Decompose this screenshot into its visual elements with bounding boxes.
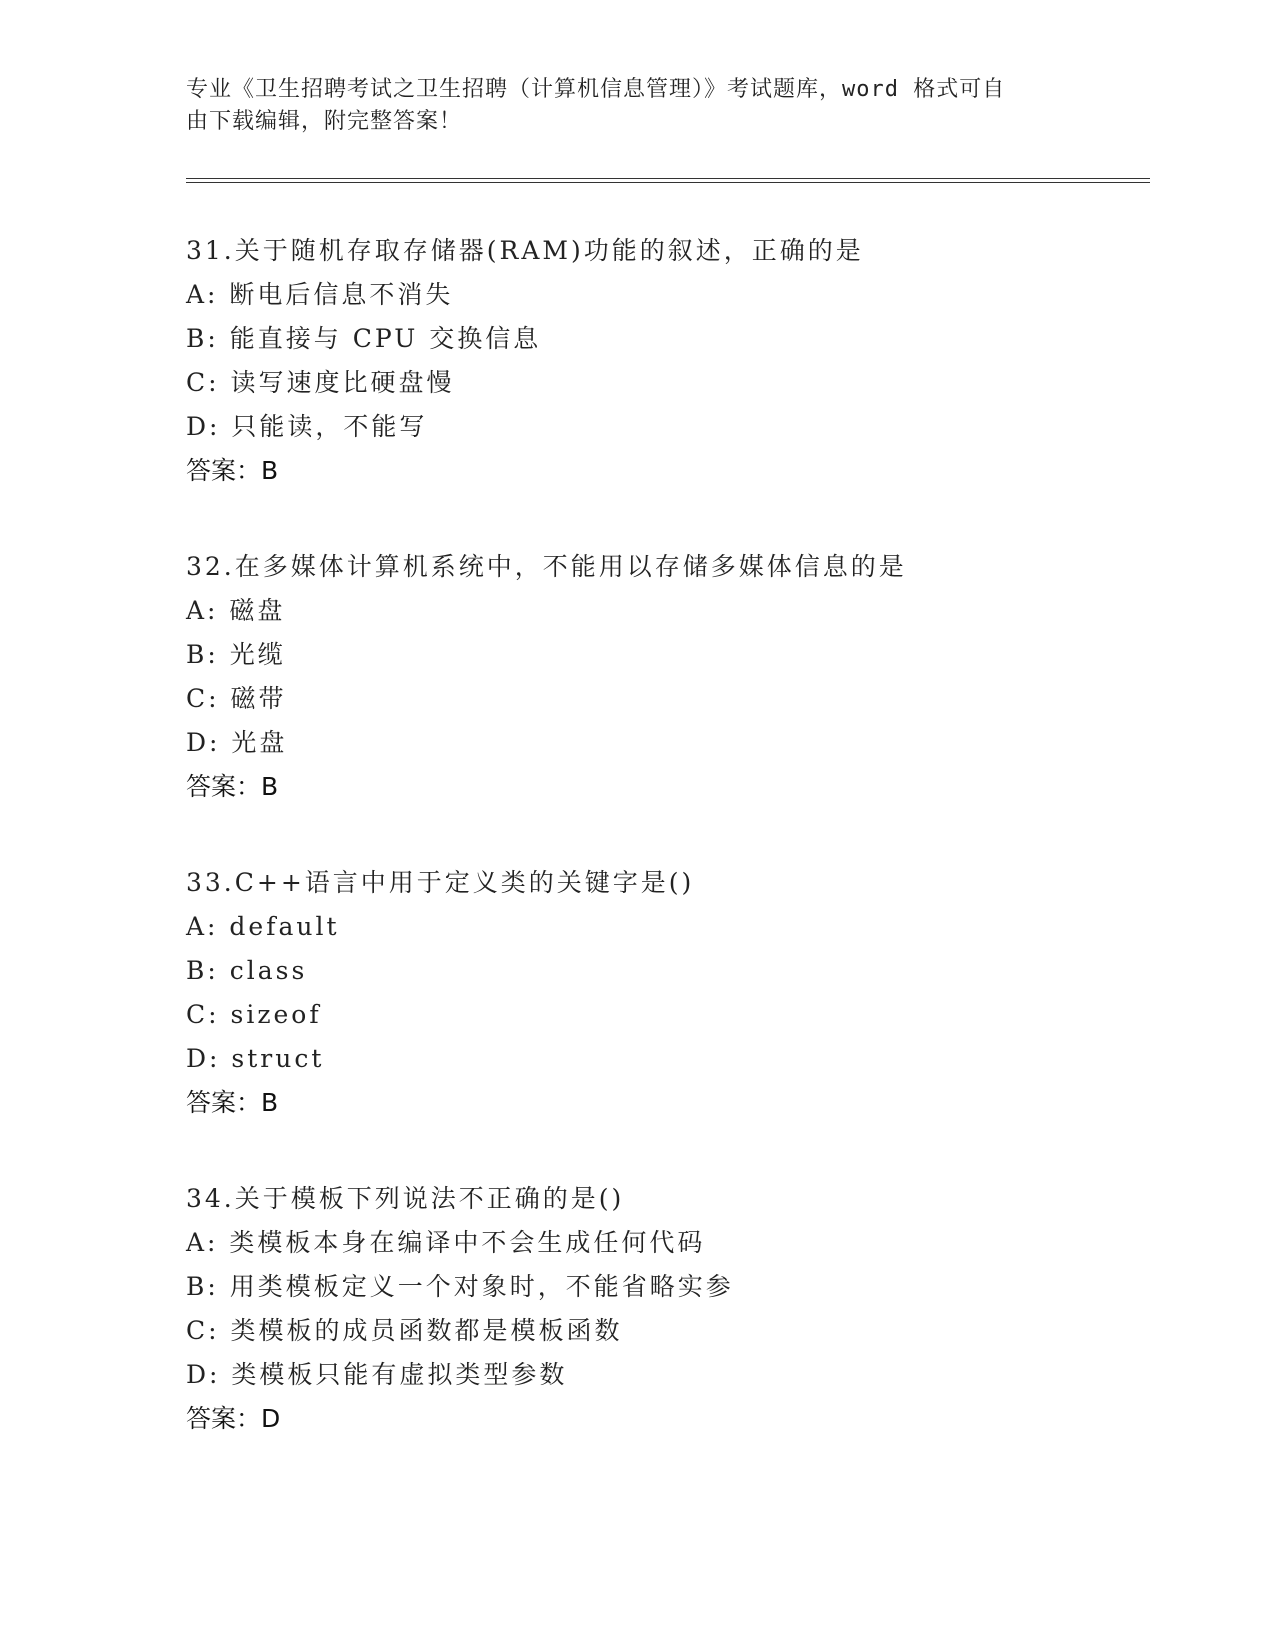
option-d: D: 只能读，不能写 <box>186 412 428 441</box>
answer-label: 答案：D <box>186 1404 281 1433</box>
question-stem: 31.关于随机存取存储器(RAM)功能的叙述，正确的是 <box>186 236 864 265</box>
option-d: D: 类模板只能有虚拟类型参数 <box>186 1360 568 1389</box>
option-c: C: sizeof <box>186 1000 322 1029</box>
question-stem: 32.在多媒体计算机系统中，不能用以存储多媒体信息的是 <box>186 552 907 581</box>
header-line-2: 由下载编辑，附完整答案！ <box>186 109 463 134</box>
question-stem: 33.C++语言中用于定义类的关键字是() <box>186 868 695 897</box>
option-d: D: struct <box>186 1044 325 1073</box>
question-33 <box>186 861 1146 1125</box>
option-a: A: 断电后信息不消失 <box>186 280 454 309</box>
option-b: B: 能直接与 CPU 交换信息 <box>186 324 542 353</box>
document-header <box>186 74 1086 138</box>
question-34 <box>186 1177 1146 1441</box>
question-stem: 34.关于模板下列说法不正确的是() <box>186 1184 625 1213</box>
question-32 <box>186 545 1146 809</box>
header-divider-top <box>186 178 1150 179</box>
answer-label: 答案：B <box>186 1088 279 1117</box>
question-31 <box>186 229 1146 493</box>
option-a: A: 磁盘 <box>186 596 286 625</box>
answer-label: 答案：B <box>186 456 279 485</box>
option-c: C: 读写速度比硬盘慢 <box>186 368 455 397</box>
option-a: A: default <box>186 912 340 941</box>
header-line-1: 专业《卫生招聘考试之卫生招聘（计算机信息管理）》考试题库，word 格式可自 <box>186 77 1006 102</box>
header-divider-bottom <box>186 182 1150 183</box>
option-b: B: class <box>186 956 308 985</box>
option-b: B: 光缆 <box>186 640 286 669</box>
option-b: B: 用类模板定义一个对象时，不能省略实参 <box>186 1272 734 1301</box>
option-a: A: 类模板本身在编译中不会生成任何代码 <box>186 1228 706 1257</box>
option-d: D: 光盘 <box>186 728 288 757</box>
answer-label: 答案：B <box>186 772 279 801</box>
option-c: C: 磁带 <box>186 684 287 713</box>
option-c: C: 类模板的成员函数都是模板函数 <box>186 1316 623 1345</box>
